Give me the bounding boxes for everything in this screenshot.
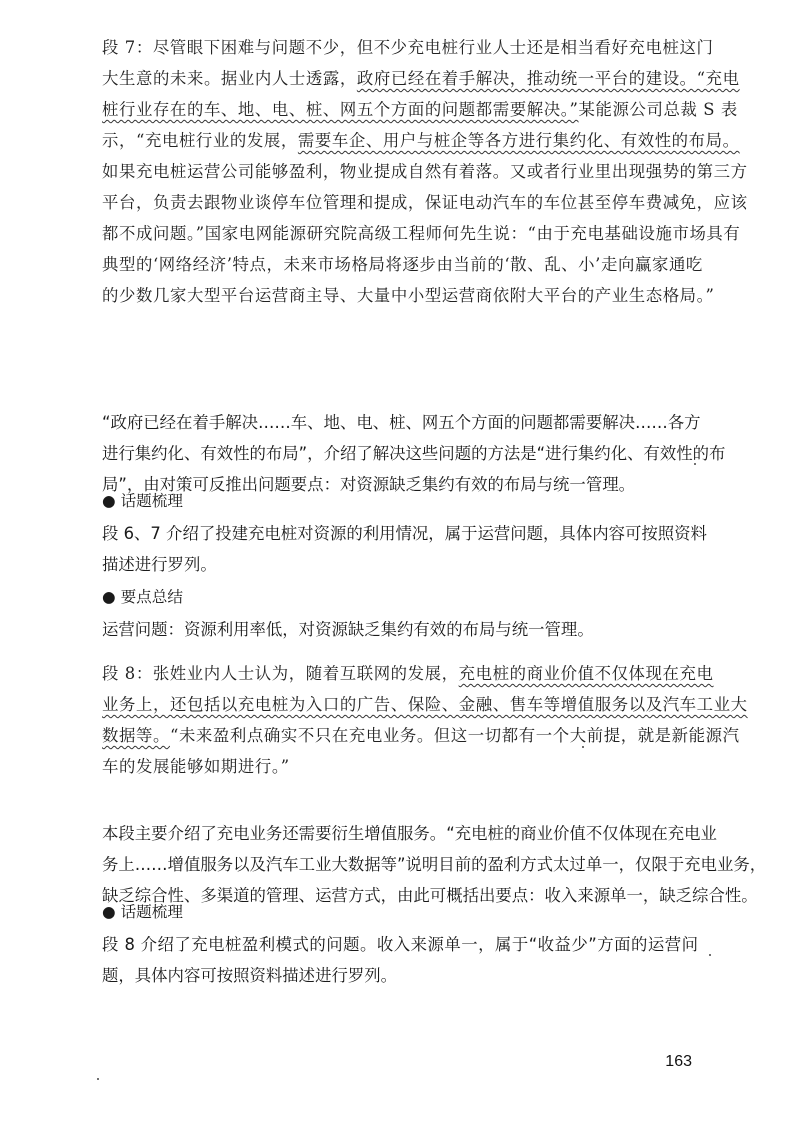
text-line: “政府已经在着手解决……车、地、电、桩、网五个方面的问题都需要解决……各方 [102,413,701,432]
text-line: 局”，由对策可反推出问题要点：对资源缺乏集约有效的布局与统一管理。 [102,475,635,494]
text-line [102,720,740,751]
paragraph-8 [102,658,748,782]
paragraph-7 [102,32,748,311]
summary-text: 运营问题：资源利用率低，对资源缺乏集约有效的布局与统一管理。 [102,620,594,639]
underlined-text: 政府已经在着手解决，推动统一平台的建设。“充电 [356,69,740,88]
text-line [102,125,740,156]
text-line: 段 7：尽管眼下困难与问题不少，但不少充电桩行业人士还是相当看好充电桩这门 [102,38,714,57]
underlined-text: 业务上，还包括以充电桩为入口的广告、保险、金融、售车等增值服务以及汽车工业大 [102,695,748,714]
text-line [102,94,738,125]
text-line: 典型的‘网络经济’特点，未来市场格局将逐步由当前的‘散、乱、小’走向赢家通吃 [102,255,703,274]
text-line: 进行集约化、有效性的布局”，介绍了解决这些问题的方法是“进行集约化、有效性的布 [102,444,726,463]
text-line: 段 8 介绍了充电桩盈利模式的问题。收入来源单一，属于“收益少”方面的运营问 [102,935,698,954]
underlined-text: 需要车企、用户与桩企等各方进行集约化、有效性的布局。 [297,131,740,150]
topic-review-2 [102,929,698,991]
text-segment: 示，“充电桩行业的发展， [102,131,298,150]
topic-review-1 [102,518,707,580]
page-number: 163 [665,1053,692,1070]
text-line: 描述进行罗列。 [102,555,217,574]
text-line: 务上……增值服务以及汽车工业大数据等”说明目前的盈利方式太过单一，仅限于充电业务， [102,855,767,874]
text-segment: 某能源公司总裁 S 表 [578,100,738,119]
underlined-text: 充电桩的商业价值不仅体现在充电 [458,664,714,683]
text-segment: 大生意的未来。据业内人士透露， [102,69,357,88]
section-heading-summary: ● 要点总结 [102,588,183,606]
text-line: 如果充电桩运营公司能够盈利，物业提成自然有着落。又或者行业里出现强势的第三方 [102,162,748,181]
underlined-text: 桩行业存在的车、地、电、桩、网五个方面的问题都需要解决。” [102,100,579,119]
text-segment: 段 8：张姓业内人士认为，随着互联网的发展， [102,664,459,683]
text-line: 段 6、7 介绍了投建充电桩对资源的利用情况，属于运营问题，具体内容可按照资料 [102,524,707,543]
text-line [102,63,740,94]
text-line: 车的发展能够如期进行。” [102,757,290,776]
text-line: 缺乏综合性、多渠道的管理、运营方式，由此可概括出要点：收入来源单一，缺乏综合性。 [102,886,758,905]
scan-speck [97,1078,99,1080]
section-heading-topic: ● 话题梳理 [102,903,183,921]
text-line: 本段主要介绍了充电业务还需要衍生增值服务。“充电桩的商业价值不仅体现在充电业 [102,824,717,843]
text-line [102,658,714,689]
text-segment: “未来盈利点确实不只在充电业务。但这一切都有一个大前提，就是新能源汽 [169,726,740,745]
scan-speck [709,954,711,956]
text-line: 题，具体内容可按照资料描述进行罗列。 [102,966,398,985]
section-heading-topic: ● 话题梳理 [102,492,183,510]
text-line: 平台，负责去跟物业谈停车位管理和提成，保证电动汽车的车位甚至停车费减免，应该 [102,193,748,212]
scan-speck [582,746,584,748]
text-line: 的少数几家大型平台运营商主导、大量中小型运营商依附大平台的产业生态格局。” [102,286,715,305]
text-line: 都不成问题。”国家电网能源研究院高级工程师何先生说：“由于充电基础设施市场具有 [102,224,741,243]
scan-speck [694,463,696,465]
underlined-text: 数据等。 [102,726,170,745]
